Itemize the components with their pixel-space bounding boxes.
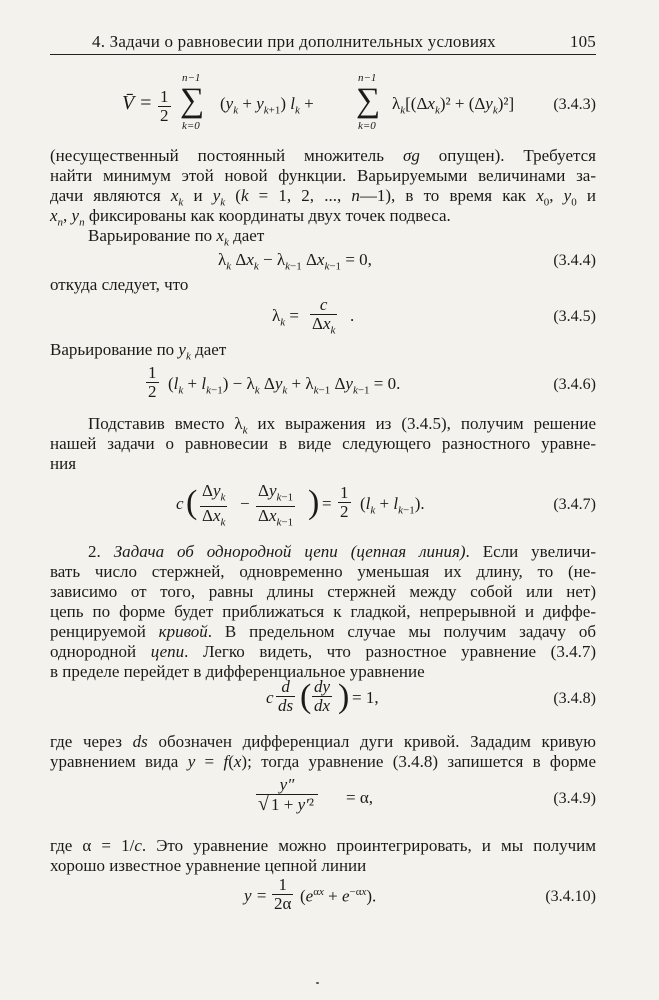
eq-347-number: (3.4.7) bbox=[553, 496, 596, 513]
para1-line4: $x_n$, $y_n$ фиксированы как координаты двух точек подвеса. bbox=[50, 206, 451, 229]
eq-343-half: $\frac{1}{2}$ bbox=[160, 87, 169, 125]
eq-3410-number: (3.4.10) bbox=[545, 888, 596, 905]
eq-346-body: $(l_k + l_{k-1}) - \lambda_k$ $\Delta y_k + \lambda_{k-1}$ $\Delta y_{k-1} = 0$. bbox=[168, 374, 401, 397]
equation-3-4-6 bbox=[50, 360, 596, 406]
equation-3-4-9 bbox=[50, 772, 596, 828]
para2-line3: ния bbox=[50, 454, 77, 473]
eq-347-frac1: $\Delta y_k$ $\Delta x_k$ bbox=[202, 481, 226, 529]
eq-3410-rhs: $(e^{\alpha x} + e^{-\alpha x})$. bbox=[300, 886, 377, 906]
equation-3-4-8 bbox=[50, 670, 596, 726]
equation-3-4-10 bbox=[50, 872, 596, 918]
print-speck bbox=[316, 982, 319, 984]
eq-348-rparen: ) bbox=[338, 678, 350, 715]
equation-3-4-7 bbox=[50, 476, 596, 532]
vary-xk-line: Варьирование по $x_k$ дает bbox=[88, 226, 265, 249]
eq-343-number: (3.4.3) bbox=[553, 96, 596, 113]
whence-line: откуда следует, что bbox=[50, 275, 189, 294]
running-header bbox=[50, 30, 596, 55]
header-title: 4. Задачи о равновесии при дополнительных условиях bbox=[92, 32, 496, 51]
eq-348-c: c bbox=[266, 688, 274, 707]
eq-347-eq: = bbox=[322, 494, 332, 513]
equation-3-4-5 bbox=[50, 294, 596, 336]
para3-line2: вать число стержней, одновременно уменьшая их длину, то (не- bbox=[50, 562, 596, 581]
para3-line5: ренцируемой кривой. В предельном случае мы получим задачу об bbox=[50, 622, 596, 641]
eq-344-body: $\lambda_k$ $\Delta x_k - \lambda_{k-1}$ $\Delta x_{k-1} = 0$, bbox=[218, 250, 372, 273]
eq-346-half: $\frac{1}{2}$ bbox=[148, 363, 157, 401]
para4-line2: уравнением вида y = f(x); тогда уравнение (3.4.8) запишется в форме bbox=[50, 752, 596, 771]
sum-icon-2: ∑ bbox=[356, 82, 381, 119]
eq-347-half: $\frac{1}{2}$ bbox=[340, 483, 349, 521]
vary-yk-line: Варьирование по $y_k$ дает bbox=[50, 340, 227, 363]
eq-348-lparen: ( bbox=[300, 678, 312, 715]
eq-348-number: (3.4.8) bbox=[553, 690, 596, 707]
eq-349-frac: $\frac{y''}{\text{√ 1 + y′²}}$ bbox=[256, 776, 318, 814]
eq-346-number: (3.4.6) bbox=[553, 376, 596, 393]
eq-343-sum2-top: n−1 bbox=[358, 72, 377, 84]
para2-line2: нашей задачи о равновесии в виде следующего разностного уравне- bbox=[50, 434, 596, 453]
eq-345-lhs: $\lambda_k$ = bbox=[272, 306, 299, 329]
eq-349-rhs: = α, bbox=[346, 788, 373, 807]
eq-3410-frac: $\frac{1}{2\alpha}$ bbox=[274, 875, 292, 913]
para1-line3: дачи являются $x_k$ и $y_k$ (k = 1, 2, ..., n—1), в то время как $x_0$, $y_0$ и bbox=[50, 186, 596, 209]
eq-349-number: (3.4.9) bbox=[553, 790, 596, 807]
para3-line7: в пределе перейдет в дифференциальное уравнение bbox=[50, 662, 425, 681]
para1-line2: найти минимум этой новой функции. Варьируемыми величинами за- bbox=[50, 166, 596, 185]
page-number: 105 bbox=[569, 32, 596, 51]
eq-344-number: (3.4.4) bbox=[553, 252, 596, 269]
eq-347-frac2: $\Delta y_{k-1}$ $\Delta x_{k-1}$ bbox=[258, 481, 294, 529]
eq-345-frac: c $\Delta x_k$ bbox=[312, 295, 336, 337]
eq-347-c: c bbox=[176, 494, 184, 513]
eq-345-number: (3.4.5) bbox=[553, 308, 596, 325]
eq-347-minus: − bbox=[240, 494, 250, 513]
para3-line1: 2. Задача об однородной цепи (цепная линия). Если увеличи- bbox=[88, 542, 597, 561]
para2-line1: Подставив вместо $\lambda_k$ их выражения из (3.4.5), получим решение bbox=[88, 414, 596, 437]
eq-347-rparen: ) bbox=[308, 484, 320, 521]
eq-347-rhs: $(l_k + l_{k-1})$. bbox=[360, 494, 425, 517]
para1-line1: (несущественный постоянный множитель σg опущен). Требуется bbox=[50, 146, 596, 165]
eq-348-dds: $\frac{d}{ds}$ bbox=[278, 677, 294, 715]
para5-line2: хорошо известное уравнение цепной линии bbox=[50, 856, 367, 875]
eq-345-period: . bbox=[350, 306, 355, 325]
sum-icon: ∑ bbox=[180, 82, 205, 119]
para5-line1: где α = 1/c. Это уравнение можно проинтегрировать, и мы получим bbox=[50, 836, 597, 855]
equation-3-4-3 bbox=[50, 70, 596, 140]
eq-343-term2: $\lambda_k[(\Delta x_k)^2 + (\Delta y_k)^2]$ bbox=[392, 94, 515, 117]
eq-3410-lhs: y = bbox=[244, 886, 268, 905]
eq-343-sum2-bottom: k=0 bbox=[358, 120, 376, 132]
eq-343-sum-bottom: k=0 bbox=[182, 120, 200, 132]
eq-343-sum-top: n−1 bbox=[182, 72, 201, 84]
eq-347-lparen: ( bbox=[186, 484, 198, 521]
equation-3-4-4 bbox=[50, 248, 596, 276]
eq-343-term1: $(y_k + y_{k+1}) l_k$ + bbox=[220, 94, 314, 117]
eq-348-dydx: $\frac{dy}{dx}$ bbox=[314, 677, 331, 715]
eq-343-lhs: V̄ = bbox=[122, 92, 153, 114]
para3-line4: цепь по форме будет приближаться к гладкой, непрерывной и диффе- bbox=[50, 602, 596, 621]
para3-line3: зависимо от того, равны длины стержней между собой или нет) bbox=[50, 582, 596, 601]
eq-348-rhs: = 1, bbox=[352, 688, 379, 707]
para4-line1: где через ds обозначен дифференциал дуги кривой. Зададим кривую bbox=[50, 732, 596, 751]
para3-line6: однородной цепи. Легко видеть, что разностное уравнение (3.4.7) bbox=[50, 642, 596, 661]
